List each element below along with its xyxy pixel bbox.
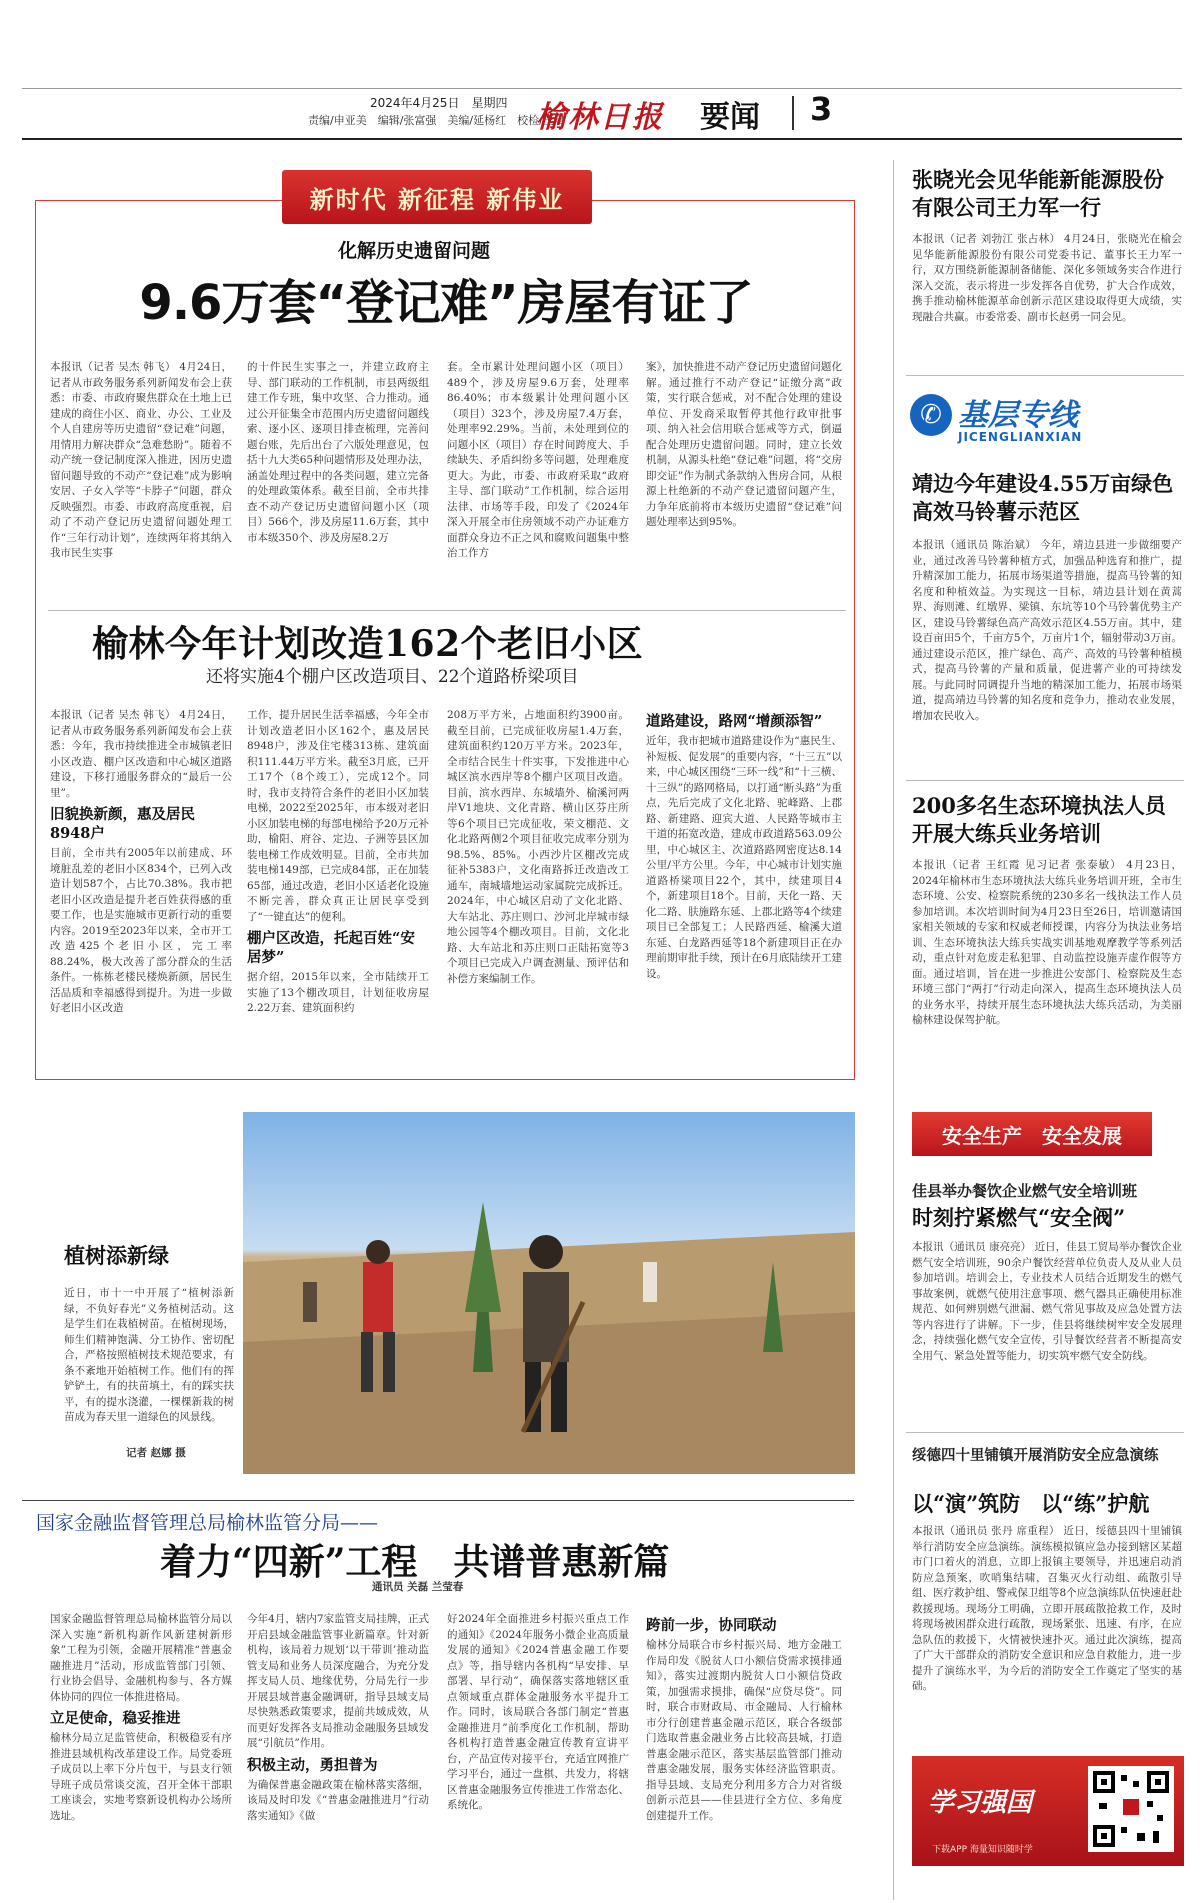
a3-col1	[50, 1612, 232, 1902]
a1-col3: 套。全市累计处理问题小区（项目）489个，涉及房屋9.6万套，处理率86.40%；市本级累计处理问题小区（项目）323个，涉及房屋7.4万套，处理率92.29%。当前，未处理到位的问题小区（项目）存在时间跨度大、手续缺失、矛盾纠纷多等问题，处理难度更大。为此，市委、市政府采取“政府主导、部门联动”工作机制，综合运用法律、市场等手段，印发了《2024年深入开展全市住房领域不动产办证难方面群众身边不正之风和腐败问题集中整治工作方	[447, 361, 629, 559]
a3-kicker: 国家金融监督管理总局榆林监管分局——	[36, 1512, 379, 1534]
jiceng-logo	[910, 390, 1182, 450]
tree-photo	[243, 1112, 855, 1474]
a2-subtitle: 还将实施4个棚户区改造项目、22个道路桥梁项目	[206, 667, 579, 687]
xuexi-brand: 学习强国	[928, 1788, 1033, 1818]
qr-code-icon	[1088, 1766, 1174, 1852]
a2-subhead-3: 道路建设，路网“增颜添智”	[646, 713, 823, 730]
a2-col4	[646, 708, 842, 1078]
a2-col2	[247, 708, 429, 1078]
a2-col1	[50, 708, 232, 1078]
xuexi-app-text: 下载APP 海量知识随时学	[932, 1845, 1033, 1855]
r1-text: 本报讯（记者 刘勃江 张占林） 4月24日，张晓光在榆会见华能新能源股份有限公司党委书记、董事长王力军一行，双方围绕新能源制备储能、深化多领域务实合作进行深入交流，表示将进一步发挥各自优势，扩大合作成效，携手推动榆林能源革命创新示范区建设取得更大成绩，实现融合共赢。市委常委、副市长赵勇一同会见。	[912, 233, 1182, 323]
a3-col4-body: 榆林分局联合市乡村振兴局、地方金融工作局印发《脱贫人口小额信贷需求摸排通知》，落实过渡期内脱贫人口小额信贷政策，加强需求摸排，确保“应贷尽贷”。同时，联合市财政局、市金融局、人行榆林市分行创建普惠金融示范区，联合各级部门选取普惠金融业务占比较高县城，打造普惠金融示范区，落实基层监管部门推动普惠金融发展，服务实体经济监管职责。指导县域、支局充分利用多方合力对省级创新示范县——佳县进行全方位、多角度创建提升工作。	[646, 1639, 842, 1822]
a3-col2	[247, 1612, 429, 1902]
a3-col1-body: 榆林分局立足监管使命，积极稳妥有序推进县域机构改革建设工作。局党委班子成员以上率下分片包干，与县支行领导班子成员常谈交流，召开全体干部职工座谈会，实地考察新设机构办公场所选址。	[50, 1732, 232, 1822]
a2-col4-body: 近年，我市把城市道路建设作为“惠民生、补短板、促发展”的重要内容，“十三五”以来，中心城区围绕“三环一线”和“十三横、十三纵”的路网格局，以打通“断头路”为重点，先后完成了文化北路、驼峰路、上郡路、新建路、迎宾大道、人民路等城市主干道的拓宽改造，建成市政道路563.09公里，中心城区主、次道路路网密度达8.14公里/平方公里。今年，中心城市计划实施道路桥梁项目22个，其中，续建项目4个，新建项目18个。目前，天化一路、天化二路、肤施路东延、上郡北路等4个续建项目已全部复工；人民路西延、榆溪大道东延、白龙路西延等18个新建项目正在办理前期审批手续，预计在6月底陆续开工建设。	[646, 735, 842, 980]
a1-col4: 案》，加快推进不动产登记历史遗留问题化解。通过推行不动产登记“证缴分离”政策，实行联合惩戒，对不配合处理的建设单位、开发商采取暂停其他行政审批事项、纳入社会信用联合惩戒等方式，倒逼配合处理历史遗留问题。同时，建立长效机制，从源头杜绝“登记难”问题，将“交房即交证”作为制式条款纳入售房合同，从根源上杜绝新的不动产登记遗留问题产生，力争年底前将市本级历史遗留“登记难”问题处理率达到95%。	[646, 361, 842, 528]
jiceng-name: 基层专线	[958, 398, 1078, 433]
tree-text: 近日，市十一中开展了“植树添新绿，不负好春光”义务植树活动。这是学生们在栽植树苗。在植树现场，师生们精神饱满、分工协作、密切配合，严格按照植树技术规范要求，有条不紊地开始植树工作。他们有的挥铲铲土，有的扶苗填土，有的踩实扶平，有的提水浇灌，一棵棵新栽的树苗成为春天里一道绿色的风景线。	[64, 1287, 234, 1423]
a3-col4	[646, 1612, 842, 1902]
r5-title: 以“演”筑防 以“练”护航	[912, 1491, 1150, 1516]
r3-title: 200多名生态环境执法人员开展大练兵业务培训	[912, 793, 1166, 846]
a2-col2-body: 据介绍，2015年以来，全市陆续开工实施了13个棚改项目，计划征收房屋2.22万套、建筑面积约	[247, 971, 429, 1014]
r4-title: 时刻拧紧燃气“安全阀”	[912, 1205, 1126, 1230]
header	[0, 0, 1200, 140]
a2-col1-body: 目前，全市共有2005年以前建成、环境脏乱差的老旧小区834个，已列入改造计划587个，占比70.38%。我市把老旧小区改造是提升老百姓获得感的重要工作，也是实施城市更新行动的重要内容。2019至2023年以来，全市开工改造425个老旧小区，完工率88.24%，极大改善了部分群众的生活条件。一栋栋老楼民楼焕新颜，居民生活品质和幸福感得到提升。为进一步做好老旧小区改造	[50, 847, 232, 1014]
a3-title: 着力“四新”工程 共谱普惠新篇	[160, 1541, 670, 1583]
r2-text: 本报讯（通讯员 陈治斌） 今年，靖边县进一步做细要产业，通过改善马铃薯种植方式，加强品种选育和推广，提升精深加工能力，拓展市场渠道等措施，提高马铃薯的知名度和种植效益。为实现这一目标，靖边县计划在黄蒿界、海则滩、红墩界、梁镇、东坑等10个马铃薯优势主产区，建设马铃薯绿色高产高效示范区4.55万亩。其中，建设百亩田5个，千亩方5个，万亩片1个，辐射带动3万亩。通过建设示范区，推广绿色、高产、高效的马铃薯种植模式，提高马铃薯的产量和质量，促进薯产业的可持续发展。与此同时同调提升当地的精深加工能力，拓展市场渠道，提高靖边马铃薯的知名度和竞争力，推动农业发展，增加农民收入。	[912, 539, 1182, 722]
a3-subhead-2: 积极主动，勇担普为	[247, 1756, 378, 1774]
header-editors: 责编/申亚美 编辑/张富强 美编/延杨红 校检/王晨	[308, 114, 565, 127]
r5-kicker: 绥德四十里铺镇开展消防安全应急演练	[912, 1447, 1159, 1464]
safety-label: 安全生产 安全发展	[942, 1123, 1122, 1148]
xuexi-ad[interactable]	[912, 1756, 1184, 1866]
a1-col1: 本报讯（记者 吴杰 韩飞） 4月24日，记者从市政务服务系列新闻发布会上获悉：市委、市政府聚焦群众在土地上已建成的商住小区、商业、办公、工业及个人自建房等历史遗留“登记难”问题，用情用力解决群众“急难愁盼”。随着不动产统一登记制度深入推进，因历史遗留问题导致的不动产“登记难”成为影响安居、子女入学等“卡脖子”问题，群众反映强烈。市委、市政府高度重视，启动了不动产登记历史遗留问题处理工作“三年行动计划”，连续两年将其纳入我市民生实事	[50, 361, 232, 559]
a2-subhead-1: 旧貌换新颜，惠及居民8948户	[50, 806, 195, 842]
r5-text: 本报讯（通讯员 张丹 席重程） 近日，绥德县四十里铺镇举行消防安全应急演练。演练模拟镇应急办接到辖区某超市门口着火的消息，立即上报镇主要领导，并迅速启动消防应急预案，吹哨集结啸，召集灭火行动组、疏散引导组、医疗救护组、警戒保卫组等8个应急演练队伍快速赶赴救援现场。现场分工明确，立即开展疏散抢救工作，及时将现场被困群众进行疏散，现场紧张、迅速、有序，在应急队伍的救援下，火情被快速扑灭。通过此次演练，提高了广大干部群众的消防安全意识和应急自救能力，进一步提升了演练水平，为今后的消防安全工作奠定了坚实的基础。	[912, 1525, 1182, 1692]
safety-banner	[912, 1112, 1152, 1156]
tree-photo-illustration	[243, 1112, 855, 1474]
header-date: 2024年4月25日 星期四	[370, 96, 508, 110]
a3-subhead-1: 立足使命，稳妥推进	[50, 1710, 181, 1727]
a3-col2-lead: 今年4月，辖内7家监管支局挂牌，正式开启县域金融监管事业新篇章。针对新机构，该局着力规划‘以干带训’推动监管支局和业务人员深度融合，为充分发挥支局人员、地缘优势，分局先行一步开展县域普惠金融调研，指导县域支局尽快熟悉政策要求，提前共域成效，从而更好发挥各支局推动金融服务县域发展“引航员”作用。	[247, 1613, 429, 1749]
r3-text: 本报讯（记者 王红霞 见习记者 张泰敏） 4月23日，2024年榆林市生态环境执法大练兵业务培训开班，全市生态环境、公安、检察院系统的230多名一线执法工作人员参加培训。本次培训时间为4月23日至26日，培训邀请国家相关领域的专家和权威老师授课，内容分为执法业务培训、生态环境执法大练兵实战实训基地观摩教学等系列活动，重点针对危废走私犯罪、自动监控设施弄虚作假等方面。通过培训，旨在进一步推进公安部门、检察院及生态环境三部门“两打”行动走向深入，提高生态环境执法人员的业务水平，持续开展生态环境执法大练兵活动，为美丽榆林建设保驾护航。	[912, 859, 1182, 1026]
a3-col2-body: 为确保普惠金融政策在榆林落实落细，该局及时印发《“普惠金融推进月”行动落实通知》《做	[247, 1778, 429, 1822]
a3-byline: 通讯员 关磊 兰莹春	[372, 1581, 464, 1593]
qr-pattern	[1093, 1771, 1169, 1847]
page-number: 3	[810, 90, 833, 128]
a1-kicker: 化解历史遗留问题	[338, 240, 491, 262]
r4-text: 本报讯（通讯员 康亮亮） 近日，佳县工贸局举办餐饮企业燃气安全培训班，90余户餐饮经营单位负责人及从业人员参加培训。培训会上，专业技术人员结合近期发生的燃气事故案例，就燃气使用注意事项、燃气器具正确使用标准规范、如何辨别燃气泄漏、燃气常见事故及应急处置方法等内容进行了讲解。下一步，佳县将继续树牢安全发展理念，持续强化燃气安全宣传，引导餐饮经营者不断提高安全用气、紧急处置等能力，切实筑牢燃气安全防线。	[912, 1241, 1182, 1362]
a2-col3: 208万平方米，占地面积约3900亩。截至目前，已完成征收房屋1.4万套，建筑面积约120万平方米。2023年，全市结合民生十件实事，下发推进中心城区滨水西岸等8个棚户区项目改造。目前，滨水西岸、东城墙外、榆溪河两岸V1地块、文化青路、横山区芬庄所等6个项目已完成征收，荣文棚范、文化北路两侧2个项目征收完成率分别为98.5%、85%。小西沙片区棚改完成征补5383户，文化南路拆迁改造改工通车，南城墙地运动家属院完成拆迁。2024年，中心城区启动了文化北路、大车站北、苏庄则口、沙河北岸城市绿地公园等4个棚改项目。目前，文化北路、大车站北和苏庄则口正陆拓宽等3个项目已完成入户调查测量、预评估和补偿方案编制工作。	[447, 709, 629, 985]
r1-title: 张晓光会见华能新能源股份有限公司王力军一行	[912, 167, 1164, 220]
a2-col1-lead: 本报讯（记者 吴杰 韩飞） 4月24日，记者从市政务服务系列新闻发布会上获悉：今年，我市持续推进全市城镇老旧小区改造、棚户区改造和中心城区道路建设，下移打通服务群众的“最后一公里”。	[50, 709, 232, 799]
tree-title: 植树添新绿	[64, 1243, 169, 1268]
slogan-text: 新时代 新征程 新伟业	[309, 184, 565, 214]
r2-title: 靖边今年建设4.55万亩绿色高效马铃薯示范区	[912, 471, 1174, 524]
a1-col2: 的十件民生实事之一，并建立政府主导、部门联动的工作机制，市县两级组建工作专班，集中攻坚、合力推动。通过公开征集全市范围内历史遗留问题线索、逐小区、逐项目排查梳理，完善问题台账，先后出台了六版处理意见，包括十九大类65种问题情形及处理办法，涵盖处理过程中的各类问题，建立完备的处理政策体系。截至目前，全市共排查不动产登记历史遗留问题小区（项目）566个，涉及房屋11.6万套，其中市本级350个、涉及房屋8.2万	[247, 361, 429, 544]
slogan-banner	[282, 170, 592, 224]
section-name: 要闻	[700, 100, 760, 135]
masthead-logo: 榆林日报	[536, 100, 664, 135]
a3-subhead-3: 跨前一步，协同联动	[646, 1617, 777, 1634]
a3-col1-lead: 国家金融监督管理总局榆林监管分局以深入实施“新机构新作风新建树新形象”工程为引领，金融开展精准“普惠金融推进月”活动，形成监管部门引领、行业协会倡导、金融机构参与、各方媒体协同的四位一体推进格局。	[50, 1613, 232, 1703]
a3-col3: 好2024年全面推进乡村振兴重点工作的通知》《2024年服务小微企业高质量发展的通知》《2024普惠金融工作要点》等，指导辖内各机构“早安排、早部署、早行动”，确保落实落地辖区重点领域重点群体金融服务水平提升工作。同时，该局联合各部门制定“普惠金融推进月”前季度化工作机制，帮助各机构打造普惠金融宣传教育宣讲平台，产品宣传对接平台，充适宜网推广学习平台，通过一盘棋、共发力，将辖区普惠金融服务宣传推进工作常态化、系统化。	[447, 1613, 629, 1811]
a2-subhead-2: 棚户区改造，托起百姓“安居梦”	[247, 930, 415, 966]
jiceng-pinyin: JICENGLIANXIAN	[958, 430, 1083, 444]
a2-title: 榆林今年计划改造162个老旧小区	[92, 623, 644, 665]
phone-icon: ✆	[910, 394, 952, 436]
r4-kicker: 佳县举办餐饮企业燃气安全培训班	[912, 1182, 1138, 1200]
tree-credit: 记者 赵娜 摄	[126, 1447, 186, 1459]
a1-title: 9.6万套“登记难”房屋有证了	[139, 275, 753, 331]
a2-col2-lead: 工作，提升居民生活幸福感，今年全市计划改造老旧小区162个，惠及居民8948户，涉及住宅楼313栋、建筑面积111.44万平方米。截至3月底，已开工17个（8个竣工），完成12个。同时，我市支持符合条件的老旧小区加装电梯，2022至2025年，市本级对老旧小区加装电梯的每部电梯给予20万元补助，榆阳、府谷、定边、子洲等县区加装电梯工作成效明显。目前，全市共加装电梯149部，已完成84部，正在加装65部，通过改造，老旧小区适老化设施不断完善，群众真正让居民享受到了“一键直达”的便利。	[247, 709, 429, 923]
